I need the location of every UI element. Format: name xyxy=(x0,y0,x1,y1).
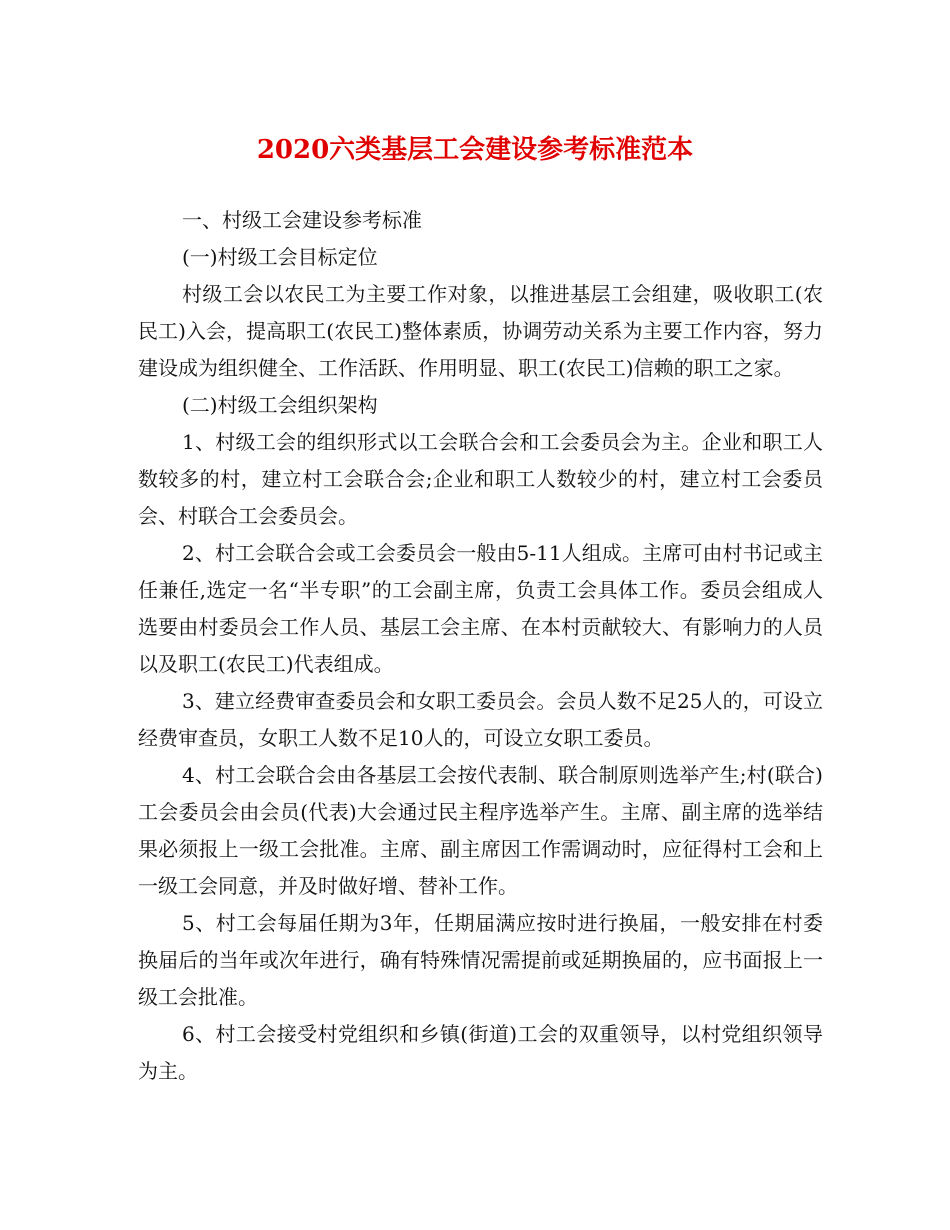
paragraph-item-2: 2、村工会联合会或工会委员会一般由5-11人组成。主席可由村书记或主任兼任,选定一名“半专职”的工会副主席，负责工会具体工作。委员会组成人选要由村委员会工作人员、基层工会主席、在本村贡献较大、有影响力的人员以及职工(农民工)代表组成。 xyxy=(138,541,823,676)
document-title: 2020六类基层工会建设参考标准范本 xyxy=(256,135,694,165)
subsection-heading-2: (二)村级工会组织架构 xyxy=(182,393,378,417)
paragraph-item-1: 1、村级工会的组织形式以工会联合会和工会委员会为主。企业和职工人数较多的村，建立村工会联合会;企业和职工人数较少的村，建立村工会委员会、村联合工会委员会。 xyxy=(138,430,823,528)
section-heading-1: 一、村级工会建设参考标准 xyxy=(182,208,422,232)
paragraph-item-6: 6、村工会接受村党组织和乡镇(街道)工会的双重领导，以村党组织领导为主。 xyxy=(138,1022,823,1083)
paragraph-target-positioning: 村级工会以农民工为主要工作对象，以推进基层工会组建，吸收职工(农民工)入会，提高职工(农民工)整体素质，协调劳动关系为主要工作内容，努力建设成为组织健全、工作活跃、作用明显、职工(农民工)信赖的职工之家。 xyxy=(138,282,823,380)
paragraph-item-4: 4、村工会联合会由各基层工会按代表制、联合制原则选举产生;村(联合)工会委员会由会员(代表)大会通过民主程序选举产生。主席、副主席的选举结果必须报上一级工会批准。主席、副主席因工作需调动时，应征得村工会和上一级工会同意，并及时做好增、替补工作。 xyxy=(138,763,823,898)
paragraph-item-5: 5、村工会每届任期为3年，任期届满应按时进行换届，一般安排在村委换届后的当年或次年进行，确有特殊情况需提前或延期换届的，应书面报上一级工会批准。 xyxy=(138,911,823,1009)
document-body xyxy=(138,202,823,1090)
paragraph-item-3: 3、建立经费审查委员会和女职工委员会。会员人数不足25人的，可设立经费审查员，女职工人数不足10人的，可设立女职工委员。 xyxy=(138,689,823,750)
subsection-heading-1: (一)村级工会目标定位 xyxy=(182,245,378,269)
